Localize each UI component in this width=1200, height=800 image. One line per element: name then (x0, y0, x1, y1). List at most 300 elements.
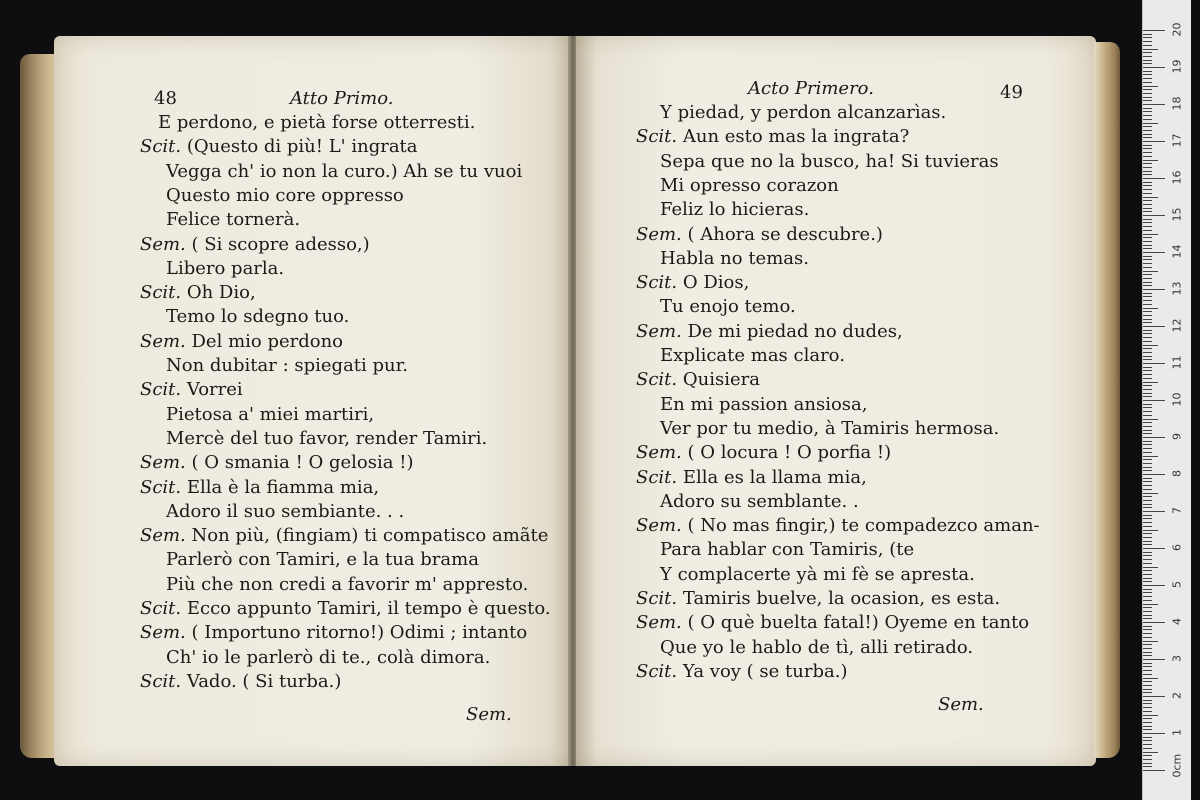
line-text: O Dios, (677, 272, 750, 294)
ruler-tick (1143, 263, 1152, 264)
text-line (660, 199, 809, 221)
ruler-tick (1143, 678, 1158, 679)
ruler-tick (1143, 189, 1152, 190)
ruler-tick (1143, 759, 1152, 760)
ruler-tick (1143, 507, 1152, 508)
page-number-right: 49 (1000, 82, 1023, 103)
ruler-tick (1143, 674, 1152, 675)
ruler-tick (1143, 145, 1152, 146)
text-line (660, 296, 796, 318)
ruler-tick (1143, 123, 1158, 124)
ruler-tick (1143, 703, 1152, 704)
ruler-tick (1143, 241, 1152, 242)
ruler-tick (1143, 707, 1152, 708)
text-line (660, 539, 914, 561)
text-line (660, 151, 999, 173)
text-line (140, 136, 418, 158)
ruler-tick (1143, 248, 1152, 249)
text-line (140, 671, 341, 693)
text-line (140, 331, 343, 353)
text-line (140, 598, 551, 620)
ruler-tick (1143, 60, 1152, 61)
ruler-tick (1143, 633, 1152, 634)
ruler-tick (1143, 493, 1158, 494)
ruler-label: 2 (1170, 692, 1184, 699)
ruler-tick (1143, 737, 1152, 738)
ruler-tick (1143, 770, 1165, 771)
speaker-label: Sem. (636, 223, 682, 245)
ruler-tick (1143, 456, 1158, 457)
ruler-tick (1143, 104, 1165, 105)
line-text: Quisiera (677, 369, 760, 391)
ruler-tick (1143, 629, 1152, 630)
ruler-tick (1143, 167, 1152, 168)
ruler-tick (1143, 485, 1152, 486)
speaker-label: Sem. (140, 525, 186, 547)
book-edge-right (1094, 42, 1120, 758)
text-line (636, 612, 1029, 634)
ruler-tick (1143, 389, 1152, 390)
ruler-tick (1143, 511, 1165, 512)
text-line (140, 452, 413, 474)
ruler-tick (1143, 130, 1152, 131)
ruler-tick (1143, 626, 1152, 627)
ruler-tick (1143, 518, 1152, 519)
ruler-tick (1143, 171, 1152, 172)
ruler-tick (1143, 234, 1158, 235)
ruler-tick (1143, 700, 1152, 701)
ruler-tick (1143, 259, 1152, 260)
text-line (636, 467, 867, 489)
text-line (166, 161, 522, 183)
text-line (140, 379, 243, 401)
ruler-tick (1143, 30, 1165, 31)
ruler-tick (1143, 622, 1165, 623)
ruler-tick (1143, 611, 1152, 612)
ruler-tick (1143, 652, 1152, 653)
text-line (166, 428, 487, 450)
text-line (660, 418, 999, 440)
ruler-tick (1143, 230, 1152, 231)
ruler-tick (1143, 552, 1152, 553)
line-text: ( Ahora se descubre.) (681, 223, 883, 245)
line-text: Tamiris buelve, la ocasion, es esta. (677, 588, 1001, 609)
ruler-tick (1143, 300, 1152, 301)
text-line (636, 369, 760, 391)
ruler-tick (1143, 726, 1152, 727)
line-text: ( No mas fingir,) te compadezco aman- (681, 515, 1040, 537)
line-text: Oh Dio, (181, 282, 256, 304)
ruler-tick (1143, 600, 1152, 601)
ruler-tick (1143, 304, 1152, 305)
line-text: Ch' io le parlerò di te., colà dimora. (166, 646, 491, 668)
line-text: Ya voy ( se turba.) (677, 660, 848, 682)
ruler-tick (1143, 459, 1152, 460)
ruler-tick (1143, 163, 1152, 164)
ruler-tick (1143, 185, 1152, 186)
ruler-tick (1143, 692, 1152, 693)
ruler-tick (1143, 293, 1152, 294)
ruler-tick (1143, 82, 1152, 83)
speaker-label: Scit. (140, 379, 182, 401)
text-line (660, 564, 975, 586)
speaker-label: Scit. (140, 282, 182, 304)
line-text: Vegga ch' io non la curo.) Ah se tu vuoi (166, 160, 523, 182)
line-text: Habla no temas. (660, 247, 809, 269)
text-line (140, 282, 256, 304)
ruler-tick (1143, 274, 1152, 275)
text-line (166, 306, 349, 328)
ruler-tick (1143, 333, 1152, 334)
text-line (636, 442, 891, 464)
ruler-tick (1143, 515, 1152, 516)
ruler-tick (1143, 718, 1152, 719)
ruler-tick (1143, 148, 1152, 149)
ruler-tick (1143, 533, 1152, 534)
text-line (660, 345, 845, 367)
ruler-label: 3 (1170, 655, 1184, 662)
line-text: Pietosa a' miei martiri, (166, 403, 375, 425)
speaker-label: Sem. (636, 612, 682, 634)
ruler-tick (1143, 56, 1152, 57)
ruler-tick (1143, 426, 1152, 427)
ruler-tick (1143, 211, 1152, 212)
speaker-label: Sem. (140, 233, 186, 255)
ruler-label: 15 (1170, 207, 1184, 222)
ruler-tick (1143, 755, 1152, 756)
ruler-tick (1143, 52, 1152, 53)
ruler-tick (1143, 400, 1165, 401)
ruler-tick (1143, 74, 1152, 75)
ruler-tick (1143, 370, 1152, 371)
text-line (660, 175, 839, 197)
line-text: E perdono, e pietà forse otterresti. (158, 112, 476, 133)
speaker-label: Sem. (140, 452, 186, 474)
measuring-ruler (1142, 0, 1191, 800)
ruler-label: 10 (1170, 392, 1184, 407)
speaker-label: Sem. (636, 320, 682, 342)
ruler-tick (1143, 289, 1165, 290)
text-line (660, 491, 859, 513)
ruler-tick (1143, 86, 1158, 87)
ruler-tick (1143, 49, 1158, 50)
ruler-label: 13 (1170, 281, 1184, 296)
ruler-tick (1143, 67, 1165, 68)
ruler-tick (1143, 34, 1152, 35)
ruler-tick (1143, 378, 1152, 379)
ruler-tick (1143, 352, 1152, 353)
line-text: Feliz lo hicieras. (660, 199, 810, 221)
line-text: Non dubitar : spiegati pur. (166, 355, 408, 376)
text-line (166, 185, 404, 207)
ruler-label: 16 (1170, 170, 1184, 185)
speaker-label: Sem. (140, 622, 186, 644)
ruler-tick (1143, 374, 1152, 375)
ruler-tick (1143, 752, 1158, 753)
ruler-tick (1143, 407, 1152, 408)
ruler-tick (1143, 178, 1165, 179)
ruler-tick (1143, 555, 1152, 556)
ruler-label: 8 (1170, 470, 1184, 477)
ruler-tick (1143, 581, 1152, 582)
ruler-tick (1143, 359, 1152, 360)
ruler-tick (1143, 589, 1152, 590)
ruler-tick (1143, 345, 1158, 346)
ruler-tick (1143, 740, 1152, 741)
ruler-label: 12 (1170, 318, 1184, 333)
ruler-tick (1143, 174, 1152, 175)
running-head-left: Atto Primo. (290, 88, 394, 109)
text-line (140, 477, 379, 499)
speaker-label: Scit. (636, 369, 678, 391)
line-text: Tu enojo temo. (660, 296, 796, 318)
ruler-tick (1143, 722, 1152, 723)
ruler-tick (1143, 396, 1152, 397)
ruler-tick (1143, 618, 1152, 619)
text-line (166, 258, 284, 280)
line-text: Sepa que no la busco, ha! Si tuvieras (660, 150, 999, 172)
ruler-tick (1143, 282, 1152, 283)
text-line (636, 588, 1000, 610)
line-text: Ella è la fiamma mia, (181, 476, 380, 498)
ruler-tick (1143, 689, 1152, 690)
line-text: Libero parla. (166, 257, 285, 279)
ruler-tick (1143, 567, 1158, 568)
ruler-tick (1143, 444, 1152, 445)
ruler-tick (1143, 604, 1158, 605)
text-line (660, 637, 973, 659)
ruler-tick (1143, 385, 1152, 386)
ruler-tick (1143, 748, 1152, 749)
line-text: Temo lo sdegno tuo. (166, 306, 350, 328)
ruler-tick (1143, 419, 1158, 420)
ruler-tick (1143, 715, 1158, 716)
ruler-tick (1143, 326, 1165, 327)
text-line (166, 355, 408, 377)
ruler-tick (1143, 152, 1152, 153)
running-head-right: Acto Primero. (748, 78, 874, 99)
ruler-tick (1143, 526, 1152, 527)
ruler-label: 4 (1170, 618, 1184, 625)
text-line (636, 272, 749, 294)
ruler-tick (1143, 271, 1158, 272)
ruler-tick (1143, 137, 1152, 138)
ruler-tick (1143, 530, 1158, 531)
ruler-tick (1143, 219, 1152, 220)
line-text: Que yo le hablo de tì, alli retirado. (660, 636, 974, 658)
ruler-tick (1143, 422, 1152, 423)
ruler-tick (1143, 308, 1158, 309)
ruler-tick (1143, 452, 1152, 453)
ruler-tick (1143, 766, 1152, 767)
right-page (576, 36, 1096, 766)
ruler-tick (1143, 481, 1152, 482)
ruler-tick (1143, 63, 1152, 64)
ruler-tick (1143, 463, 1152, 464)
page-number-left: 48 (154, 88, 177, 109)
ruler-tick (1143, 666, 1152, 667)
ruler-tick (1143, 156, 1152, 157)
ruler-tick (1143, 182, 1152, 183)
speaker-label: Scit. (140, 476, 182, 498)
ruler-tick (1143, 541, 1152, 542)
text-line (636, 126, 909, 148)
ruler-tick (1143, 659, 1165, 660)
ruler-label: 17 (1170, 133, 1184, 148)
ruler-tick (1143, 733, 1165, 734)
line-text: Vorrei (181, 379, 243, 401)
line-text: Felice tornerà. (166, 209, 301, 231)
ruler-tick (1143, 41, 1152, 42)
ruler-tick (1143, 663, 1152, 664)
ruler-tick (1143, 382, 1158, 383)
ruler-tick (1143, 100, 1152, 101)
line-text: (Questo di più! L' ingrata (181, 136, 418, 158)
ruler-tick (1143, 160, 1158, 161)
ruler-tick (1143, 537, 1152, 538)
ruler-tick (1143, 356, 1152, 357)
ruler-tick (1143, 319, 1152, 320)
text-line (660, 394, 867, 416)
ruler-tick (1143, 252, 1165, 253)
text-line (166, 404, 374, 426)
line-text: Mercè del tuo favor, render Tamiri. (166, 427, 488, 449)
ruler-tick (1143, 470, 1152, 471)
ruler-tick (1143, 226, 1152, 227)
ruler-tick (1143, 696, 1165, 697)
ruler-tick (1143, 670, 1152, 671)
line-text: Adoro su semblante. . (660, 490, 859, 512)
line-text: Questo mio core oppresso (166, 184, 404, 206)
speaker-label: Sem. (636, 515, 682, 537)
ruler-tick (1143, 681, 1152, 682)
text-line (660, 102, 946, 124)
ruler-tick (1143, 585, 1165, 586)
ruler-label: 1 (1170, 729, 1184, 736)
ruler-tick (1143, 563, 1152, 564)
ruler-tick (1143, 204, 1152, 205)
speaker-label: Sem. (636, 442, 682, 464)
ruler-tick (1143, 237, 1152, 238)
text-line (660, 248, 809, 270)
line-text: Para hablar con Tamiris, (te (660, 539, 915, 561)
ruler-tick (1143, 504, 1152, 505)
ruler-tick (1143, 744, 1152, 745)
line-text: Vado. ( Si turba.) (181, 670, 342, 692)
ruler-label: 0cm (1170, 753, 1184, 778)
ruler-tick (1143, 311, 1152, 312)
line-text: Aun esto mas la ingrata? (677, 126, 910, 148)
ruler-tick (1143, 296, 1152, 297)
open-book (20, 36, 1120, 768)
ruler-tick (1143, 592, 1152, 593)
text-line (636, 661, 847, 683)
line-text: Più che non credi a favorir m' appresto. (166, 573, 529, 595)
ruler-tick (1143, 93, 1152, 94)
ruler-tick (1143, 97, 1152, 98)
speaker-label: Scit. (140, 670, 182, 692)
line-text: ( O locura ! O porfia !) (681, 442, 892, 464)
speaker-label: Scit. (636, 272, 678, 294)
ruler-tick (1143, 522, 1152, 523)
ruler-tick (1143, 430, 1152, 431)
ruler-tick (1143, 685, 1152, 686)
ruler-tick (1143, 559, 1152, 560)
ruler-tick (1143, 574, 1152, 575)
ruler-tick (1143, 437, 1165, 438)
ruler-tick (1143, 215, 1165, 216)
line-text: ( Importuno ritorno!) Odimi ; intanto (185, 622, 528, 644)
text-line (166, 574, 528, 596)
text-line (166, 501, 404, 523)
line-text: Parlerò con Tamiri, e la tua brama (166, 549, 479, 571)
text-line (166, 647, 490, 669)
ruler-tick (1143, 441, 1152, 442)
speaker-label: Scit. (636, 660, 678, 682)
ruler-tick (1143, 330, 1152, 331)
ruler-tick (1143, 89, 1152, 90)
ruler-label: 14 (1170, 244, 1184, 259)
line-text: Del mio perdono (185, 330, 344, 352)
ruler-tick (1143, 141, 1165, 142)
ruler-tick (1143, 467, 1152, 468)
ruler-tick (1143, 393, 1152, 394)
left-page (54, 36, 572, 766)
ruler-tick (1143, 496, 1152, 497)
text-line (636, 224, 883, 246)
ruler-tick (1143, 489, 1152, 490)
line-text: ( O smania ! O gelosia !) (185, 452, 414, 474)
ruler-tick (1143, 134, 1152, 135)
line-text: Adoro il suo sembiante. . . (166, 500, 405, 522)
ruler-tick (1143, 115, 1152, 116)
ruler-tick (1143, 578, 1152, 579)
ruler-tick (1143, 315, 1152, 316)
speaker-label: Scit. (140, 136, 182, 158)
ruler-tick (1143, 256, 1152, 257)
ruler-tick (1143, 500, 1152, 501)
ruler-tick (1143, 126, 1152, 127)
ruler-tick (1143, 222, 1152, 223)
ruler-label: 18 (1170, 96, 1184, 111)
ruler-tick (1143, 37, 1152, 38)
ruler-tick (1143, 570, 1152, 571)
text-line (166, 209, 300, 231)
ruler-tick (1143, 615, 1152, 616)
ruler-tick (1143, 763, 1152, 764)
ruler-tick (1143, 322, 1152, 323)
ruler-tick (1143, 415, 1152, 416)
ruler-tick (1143, 341, 1152, 342)
ruler-tick (1143, 641, 1158, 642)
ruler-tick (1143, 596, 1152, 597)
text-line (140, 525, 548, 547)
line-text: De mi piedad no dudes, (681, 320, 903, 342)
line-text: Y complacerte yà mi fè se apresta. (660, 563, 975, 585)
ruler-tick (1143, 197, 1158, 198)
ruler-tick (1143, 119, 1152, 120)
line-text: ( Si scopre adesso,) (185, 233, 370, 255)
ruler-tick (1143, 285, 1152, 286)
ruler-tick (1143, 607, 1152, 608)
line-text: En mi passion ansiosa, (660, 393, 868, 415)
text-line (158, 112, 475, 134)
ruler-tick (1143, 71, 1152, 72)
line-text: Ella es la llama mia, (677, 466, 867, 488)
line-text: ( O què buelta fatal!) Oyeme en tanto (681, 612, 1030, 634)
ruler-label: 20 (1170, 22, 1184, 37)
ruler-tick (1143, 348, 1152, 349)
